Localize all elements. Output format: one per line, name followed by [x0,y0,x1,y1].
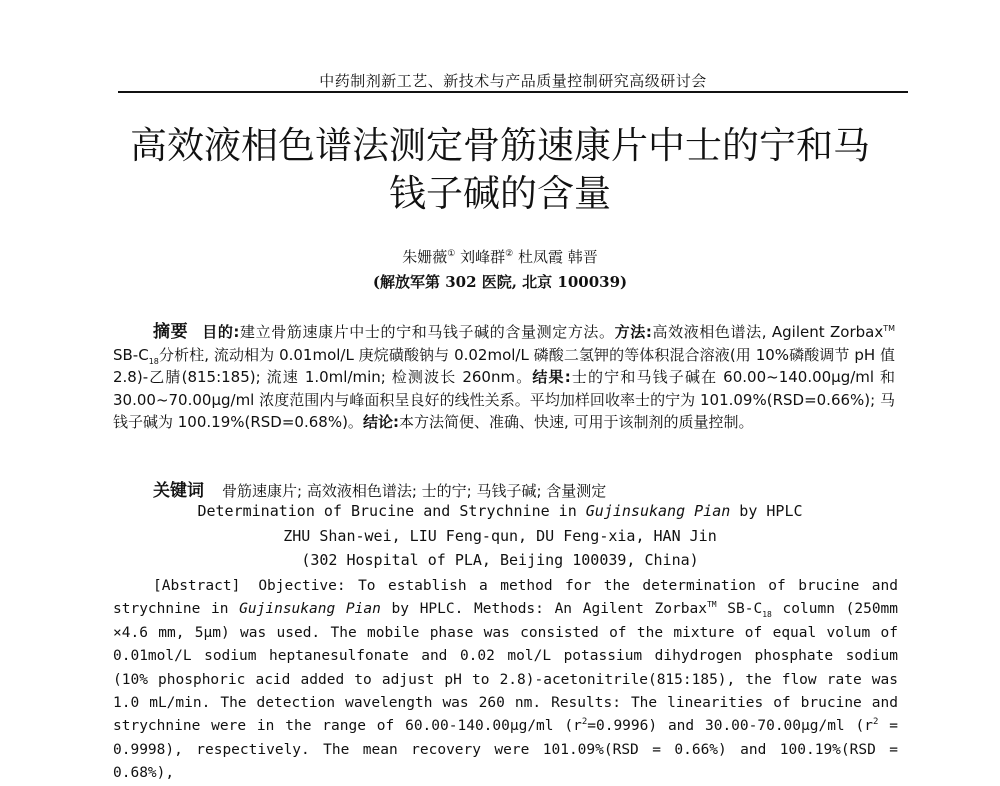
author-4: 韩晋 [567,248,598,266]
en-abstract-label: [Abstract] [153,578,241,594]
author-1: 朱姗薇 [402,248,448,266]
en-abstract-text-6: = 0.9998), respectively. The mean recovery were 101.09%(RSD = 0.66%) and 100.19%(RSD = 0.68%), [113,718,898,782]
en-abstract-text-3: SB-C [716,601,763,618]
results-label: 结果: [532,368,571,386]
keywords [113,476,895,501]
methods-label: 方法: [614,323,652,341]
title-line-1: 高效液相色谱法测定骨筋速康片中士的宁和马 [130,124,870,167]
r-squared-2: 2 [872,717,879,728]
header-rule [118,91,908,93]
en-trademark-mark: TM [706,600,717,610]
en-abstract-italic: Gujinsukang Pian [239,601,381,618]
english-authors: ZHU Shan-wei, LIU Feng-qun, DU Feng-xia, HAN Jin [283,527,717,545]
c18-subscript: 18 [148,356,159,366]
author-2-mark: ② [505,249,514,259]
r-squared-1: 2 [581,717,588,728]
results-text: 士的宁和马钱子碱在 60.00~140.00μg/ml 和 30.00~70.00μg/ml 浓度范围内与峰面积呈良好的线性关系。平均加样回收率士的宁为 101.09%(RSD=0.66%); 马钱子碱为 100.19%(RSD=0.68%)。 [113,368,896,431]
methods-text-3: 分析柱, 流动相为 0.01mol/L 庚烷磺酸钠与 0.02mol/L 磷酸二氢钾的等体积混合溶液(用 10%磷酸调节 pH 值 2.8)-乙腈(815:185); 流速 1.0ml/min; 检测波长 260nm。 [113,345,895,386]
english-title [0,502,1000,520]
en-c18-subscript: 18 [762,610,772,620]
objective-label: 目的: [202,323,240,341]
keywords-label: 关键词 [153,481,204,501]
chinese-abstract [113,321,895,434]
author-1-mark: ① [447,249,456,259]
keywords-text: 骨筋速康片; 高效液相色谱法; 士的宁; 马钱子碱; 含量测定 [222,482,607,500]
en-title-italic: Gujinsukang Pian [585,502,731,520]
en-title-prefix: Determination of Brucine and Strychnine in [197,502,586,520]
english-affiliation: (302 Hospital of PLA, Beijing 100039, China) [301,551,699,569]
english-abstract [113,575,898,786]
affiliation: (解放军第 302 医院, 北京 100039) [372,273,628,291]
en-title-suffix: by HPLC [730,502,803,520]
en-abstract-text-1: Objective: To establish a method for the determination of brucine and strychnine in [113,578,898,618]
running-header: 中药制剂新工艺、新技术与产品质量控制研究高级研讨会 [319,72,707,90]
en-abstract-text-5: =0.9996) and 30.00-70.00μg/ml (r [587,718,873,735]
abstract-label: 摘要 [153,322,189,342]
methods-text-2: SB-C [113,345,149,364]
authors [0,246,1000,267]
methods-text-1: 高效液相色谱法, Agilent Zorbax [651,323,884,341]
objective-text: 建立骨筋速康片中士的宁和马钱子碱的含量测定方法。 [239,323,615,341]
author-2: 刘峰群 [460,248,506,266]
paper-title [100,122,900,218]
conclusion-text: 本方法简便、准确、快速, 可用于该制剂的质量控制。 [398,413,754,431]
en-abstract-text-4: column (250mm ×4.6 mm, 5μm) was used. The mobile phase was consisted of the mixture of equal volum of 0.01mol/L sodium heptanesulfonate and 0.02 mol/L potassium dihydrogen phosphate sodium (10% phosphoric acid added to adjust pH to 2.8)-acetonitrile(815:185), the flow rate was 1.0 mL/min. The detection wavelength was 260 nm. Results: The linearities of brucine and strychnine were in the range of 60.00-140.00μg/ml (r [113,601,899,735]
title-line-2: 钱子碱的含量 [389,172,611,215]
trademark-mark: TM [883,324,896,333]
author-3: 杜凤霞 [517,248,563,266]
conclusion-label: 结论: [362,413,399,431]
en-abstract-text-2: by HPLC. Methods: An Agilent Zorbax [380,601,707,618]
